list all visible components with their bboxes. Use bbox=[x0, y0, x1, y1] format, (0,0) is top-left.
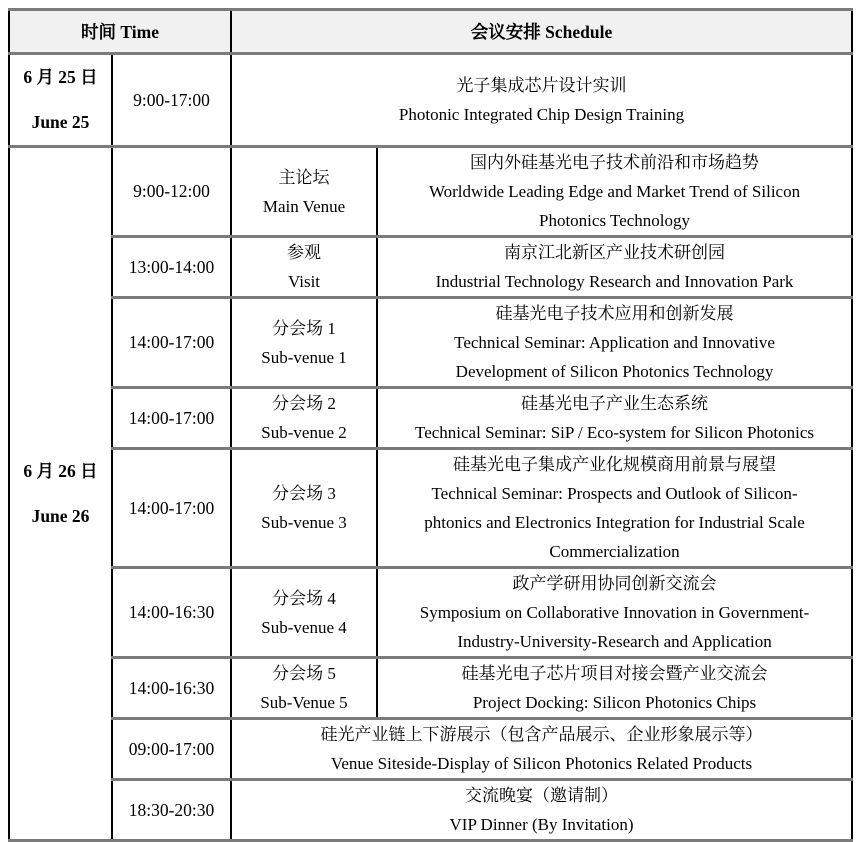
venue-cell bbox=[231, 568, 377, 658]
time-cell: 14:00-17:00 bbox=[112, 298, 231, 388]
row-sub-venue-1 bbox=[9, 298, 852, 388]
conference-schedule-table bbox=[8, 8, 853, 842]
event-title-en: Technical Seminar: Prospects and Outlook of Silicon- bbox=[431, 484, 798, 503]
event-title-en-cont: Development of Silicon Photonics Technology bbox=[455, 362, 774, 381]
event-cell bbox=[377, 388, 852, 449]
venue-en: Sub-venue 3 bbox=[261, 513, 347, 532]
venue-en: Sub-venue 2 bbox=[261, 423, 347, 442]
venue-cell bbox=[231, 449, 377, 568]
event-title-en: Project Docking: Silicon Photonics Chips bbox=[472, 693, 757, 712]
venue-cell bbox=[231, 658, 377, 719]
event-title-zh: 硅光产业链上下游展示（包含产品展示、企业形象展示等） bbox=[320, 725, 763, 744]
event-cell bbox=[231, 719, 852, 780]
event-title-zh: 硅基光电子集成产业化规模商用前景与展望 bbox=[453, 455, 777, 474]
event-title-zh: 政产学研用协同创新交流会 bbox=[512, 574, 717, 593]
event-title-en: Technical Seminar: SiP / Eco-system for Silicon Photonics bbox=[415, 423, 815, 442]
time-cell: 14:00-17:00 bbox=[112, 388, 231, 449]
row-sub-venue-2 bbox=[9, 388, 852, 449]
row-main-venue bbox=[9, 147, 852, 237]
row-side-display bbox=[9, 719, 852, 780]
event-cell bbox=[377, 568, 852, 658]
event-title-en: VIP Dinner (By Invitation) bbox=[449, 815, 634, 834]
row-vip-dinner bbox=[9, 780, 852, 841]
venue-cell bbox=[231, 298, 377, 388]
event-title-zh: 交流晚宴（邀请制） bbox=[465, 786, 619, 805]
event-title-zh: 南京江北新区产业技术研创园 bbox=[504, 243, 726, 262]
event-cell bbox=[377, 449, 852, 568]
event-title-en: Technical Seminar: Application and Innovative bbox=[454, 333, 775, 352]
row-sub-venue-4 bbox=[9, 568, 852, 658]
event-cell bbox=[377, 658, 852, 719]
venue-en: Sub-Venue 5 bbox=[260, 693, 348, 712]
venue-zh: 分会场 5 bbox=[272, 664, 336, 683]
venue-zh: 主论坛 bbox=[278, 167, 330, 187]
event-title-zh: 硅基光电子产业生态系统 bbox=[521, 394, 709, 413]
event-title-zh: 国内外硅基光电子技术前沿和市场趋势 bbox=[470, 153, 760, 172]
venue-cell bbox=[231, 237, 377, 298]
header-time-label: 时间 Time bbox=[9, 10, 231, 54]
event-cell bbox=[377, 147, 852, 237]
event-title-en: Photonic Integrated Chip Design Training bbox=[398, 105, 685, 124]
event-title-en: Symposium on Collaborative Innovation in Government- bbox=[419, 603, 810, 622]
date-zh: 6 月 25 日 bbox=[23, 67, 98, 87]
row-visit bbox=[9, 237, 852, 298]
venue-en: Sub-venue 4 bbox=[261, 617, 347, 637]
venue-zh: 分会场 2 bbox=[272, 394, 336, 413]
event-title-en-cont: Industry-University-Research and Application bbox=[457, 632, 772, 651]
venue-zh: 分会场 3 bbox=[272, 484, 336, 503]
header-schedule-label: 会议安排 Schedule bbox=[231, 10, 852, 54]
event-title-en-cont2: Commercialization bbox=[549, 542, 680, 561]
event-title-en: Worldwide Leading Edge and Market Trend of Silicon bbox=[428, 182, 801, 201]
event-title-en: Venue Siteside-Display of Silicon Photonics Related Products bbox=[330, 754, 753, 773]
venue-en: Visit bbox=[287, 272, 321, 291]
header-row bbox=[9, 10, 852, 54]
date-zh: 6 月 26 日 bbox=[23, 460, 98, 481]
event-cell bbox=[231, 54, 852, 147]
event-title-en-cont: phtonics and Electronics Integration for Industrial Scale bbox=[424, 513, 805, 532]
time-cell: 14:00-16:30 bbox=[112, 658, 231, 719]
row-sub-venue-3 bbox=[9, 449, 852, 568]
time-cell: 09:00-17:00 bbox=[112, 719, 231, 780]
venue-zh: 参观 bbox=[287, 243, 322, 262]
time-cell: 9:00-17:00 bbox=[112, 54, 231, 147]
row-sub-venue-5 bbox=[9, 658, 852, 719]
date-cell-june25 bbox=[9, 54, 112, 147]
date-en: June 26 bbox=[31, 505, 90, 526]
event-title-en-cont: Photonics Technology bbox=[539, 211, 691, 230]
time-cell: 13:00-14:00 bbox=[112, 237, 231, 298]
event-title-zh: 硅基光电子芯片项目对接会暨产业交流会 bbox=[461, 664, 768, 683]
time-cell: 14:00-16:30 bbox=[112, 568, 231, 658]
event-title-en: Industrial Technology Research and Innovation Park bbox=[435, 272, 794, 291]
date-cell-june26 bbox=[9, 147, 112, 841]
venue-zh: 分会场 1 bbox=[272, 318, 336, 338]
event-title-zh: 光子集成芯片设计实训 bbox=[456, 76, 627, 95]
venue-en: Main Venue bbox=[262, 196, 346, 216]
event-title-zh: 硅基光电子技术应用和创新发展 bbox=[495, 304, 734, 323]
venue-cell bbox=[231, 388, 377, 449]
date-en: June 25 bbox=[31, 112, 90, 132]
time-cell: 18:30-20:30 bbox=[112, 780, 231, 841]
event-cell bbox=[377, 237, 852, 298]
venue-en: Sub-venue 1 bbox=[261, 347, 347, 367]
time-cell: 9:00-12:00 bbox=[112, 147, 231, 237]
event-cell bbox=[231, 780, 852, 841]
time-cell: 14:00-17:00 bbox=[112, 449, 231, 568]
venue-cell bbox=[231, 147, 377, 237]
row-june25-training bbox=[9, 54, 852, 147]
event-cell bbox=[377, 298, 852, 388]
venue-zh: 分会场 4 bbox=[272, 588, 336, 608]
